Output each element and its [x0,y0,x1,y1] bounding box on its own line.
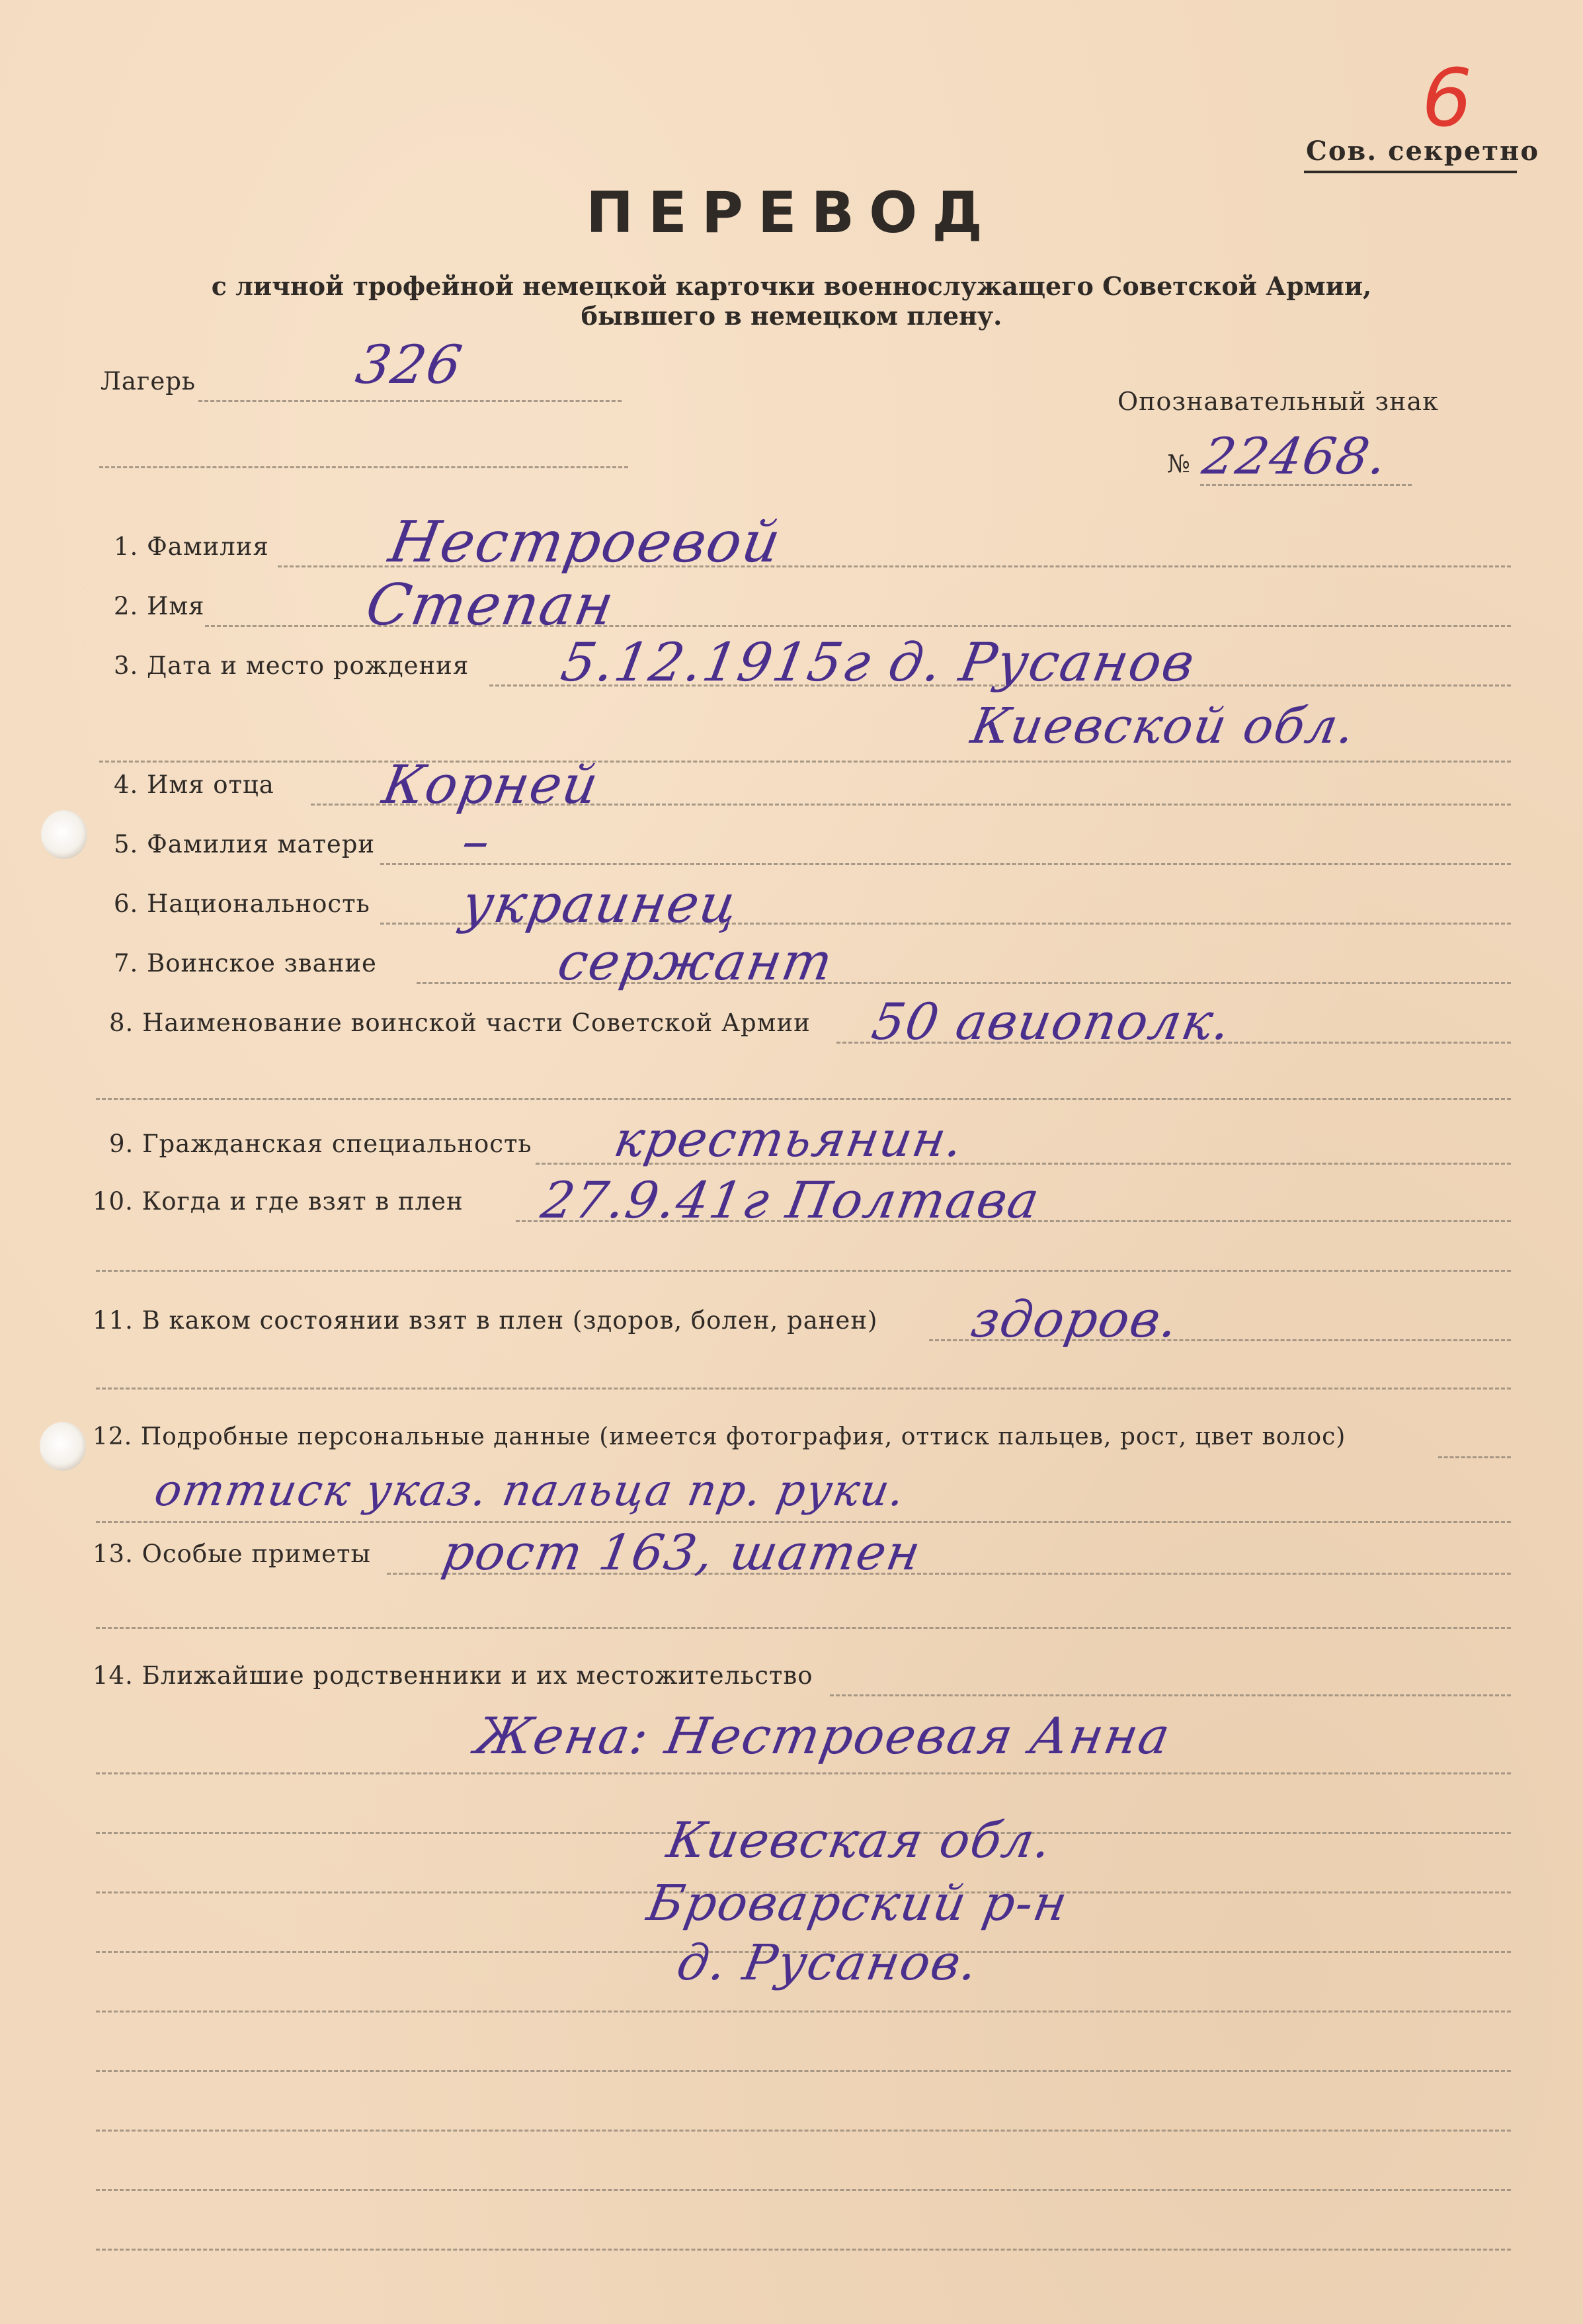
field-12-line [1438,1456,1511,1458]
field-2-label: 2. Имя [114,592,205,620]
field-9-value: крестьянин. [610,1111,969,1168]
field-6-value: украинец [457,873,744,934]
field-3-line-2 [99,761,1511,763]
field-14-line-8 [96,2130,1511,2132]
field-3-value-2: Киевской обл. [967,698,1361,755]
document-title: ПЕРЕВОД [586,180,997,246]
id-tag-prefix: № [1167,450,1192,478]
field-11-line-2 [96,1388,1511,1390]
field-13-line-2 [96,1627,1511,1629]
field-6-label: 6. Национальность [114,890,370,918]
field-14-line-6 [96,2011,1511,2013]
field-5-value: – [457,810,497,872]
field-14-value-1: Жена: Нестроевая Анна [471,1706,1176,1765]
field-10-label: 10. Когда и где взят в плен [93,1187,464,1216]
classification-underline [1304,171,1517,173]
field-12-label: 12. Подробные персональные данные (имеется фотография, оттиск пальцев, рост, цвет волос) [93,1423,1346,1450]
camp-line [198,400,622,402]
field-14-line [830,1694,1511,1696]
field-12-value: оттиск указ. пальца пр. руки. [151,1465,910,1516]
field-14-value-4: д. Русанов. [672,1934,983,1991]
field-10-value: 27.9.41г Полтава [537,1171,1045,1229]
camp-value: 326 [351,334,467,395]
camp-line-2 [99,466,628,468]
field-10-line-2 [96,1270,1511,1272]
field-3-label: 3. Дата и место рождения [114,651,469,680]
punch-hole-lower [40,1422,86,1471]
punch-hole-upper [41,810,87,859]
field-13-label: 13. Особые приметы [93,1540,371,1568]
field-8-label: 8. Наименование воинской части Советской Армии [109,1009,811,1037]
camp-label: Лагерь [101,367,196,395]
field-4-value: Корней [378,754,604,815]
field-7-value: сержант [553,933,838,992]
field-7-label: 7. Воинское звание [114,949,377,977]
field-5-label: 5. Фамилия матери [114,830,376,858]
field-13-value: рост 163, шатен [438,1524,926,1581]
field-14-line-2 [96,1772,1511,1774]
field-11-label: 11. В каком состоянии взят в плен (здоров, болен, ранен) [93,1306,878,1335]
subtitle-line-2: бывшего в немецком плену. [581,301,1002,331]
field-9-label: 9. Гражданская специальность [109,1130,532,1158]
sheet-number: 6 [1422,53,1473,145]
field-4-label: 4. Имя отца [114,770,274,799]
id-tag-value: 22468. [1198,427,1393,485]
field-1-label: 1. Фамилия [114,532,269,561]
field-8-line-2 [96,1098,1511,1100]
field-11-value: здоров. [967,1290,1184,1349]
field-12-line-2 [96,1521,1511,1523]
field-5-line [380,863,1511,865]
id-tag-label: Опознавательный знак [1117,387,1439,416]
field-14-line-9 [96,2189,1511,2191]
field-1-value: Нестроевой [384,509,787,575]
subtitle-line-1: с личной трофейной немецкой карточки военнослужащего Советской Армии, [211,271,1372,301]
field-14-line-10 [96,2249,1511,2251]
field-2-value: Степан [361,572,620,638]
field-3-value: 5.12.1915г д. Русанов [556,632,1200,693]
field-14-label: 14. Ближайшие родственники и их местожительство [93,1661,813,1690]
field-14-value-2: Киевская обл. [663,1812,1057,1869]
classification-stamp: Сов. секретно [1306,136,1540,167]
field-14-line-7 [96,2070,1511,2072]
field-14-value-3: Броварский р-н [643,1875,1073,1932]
field-8-value: 50 авиополк. [868,992,1237,1051]
